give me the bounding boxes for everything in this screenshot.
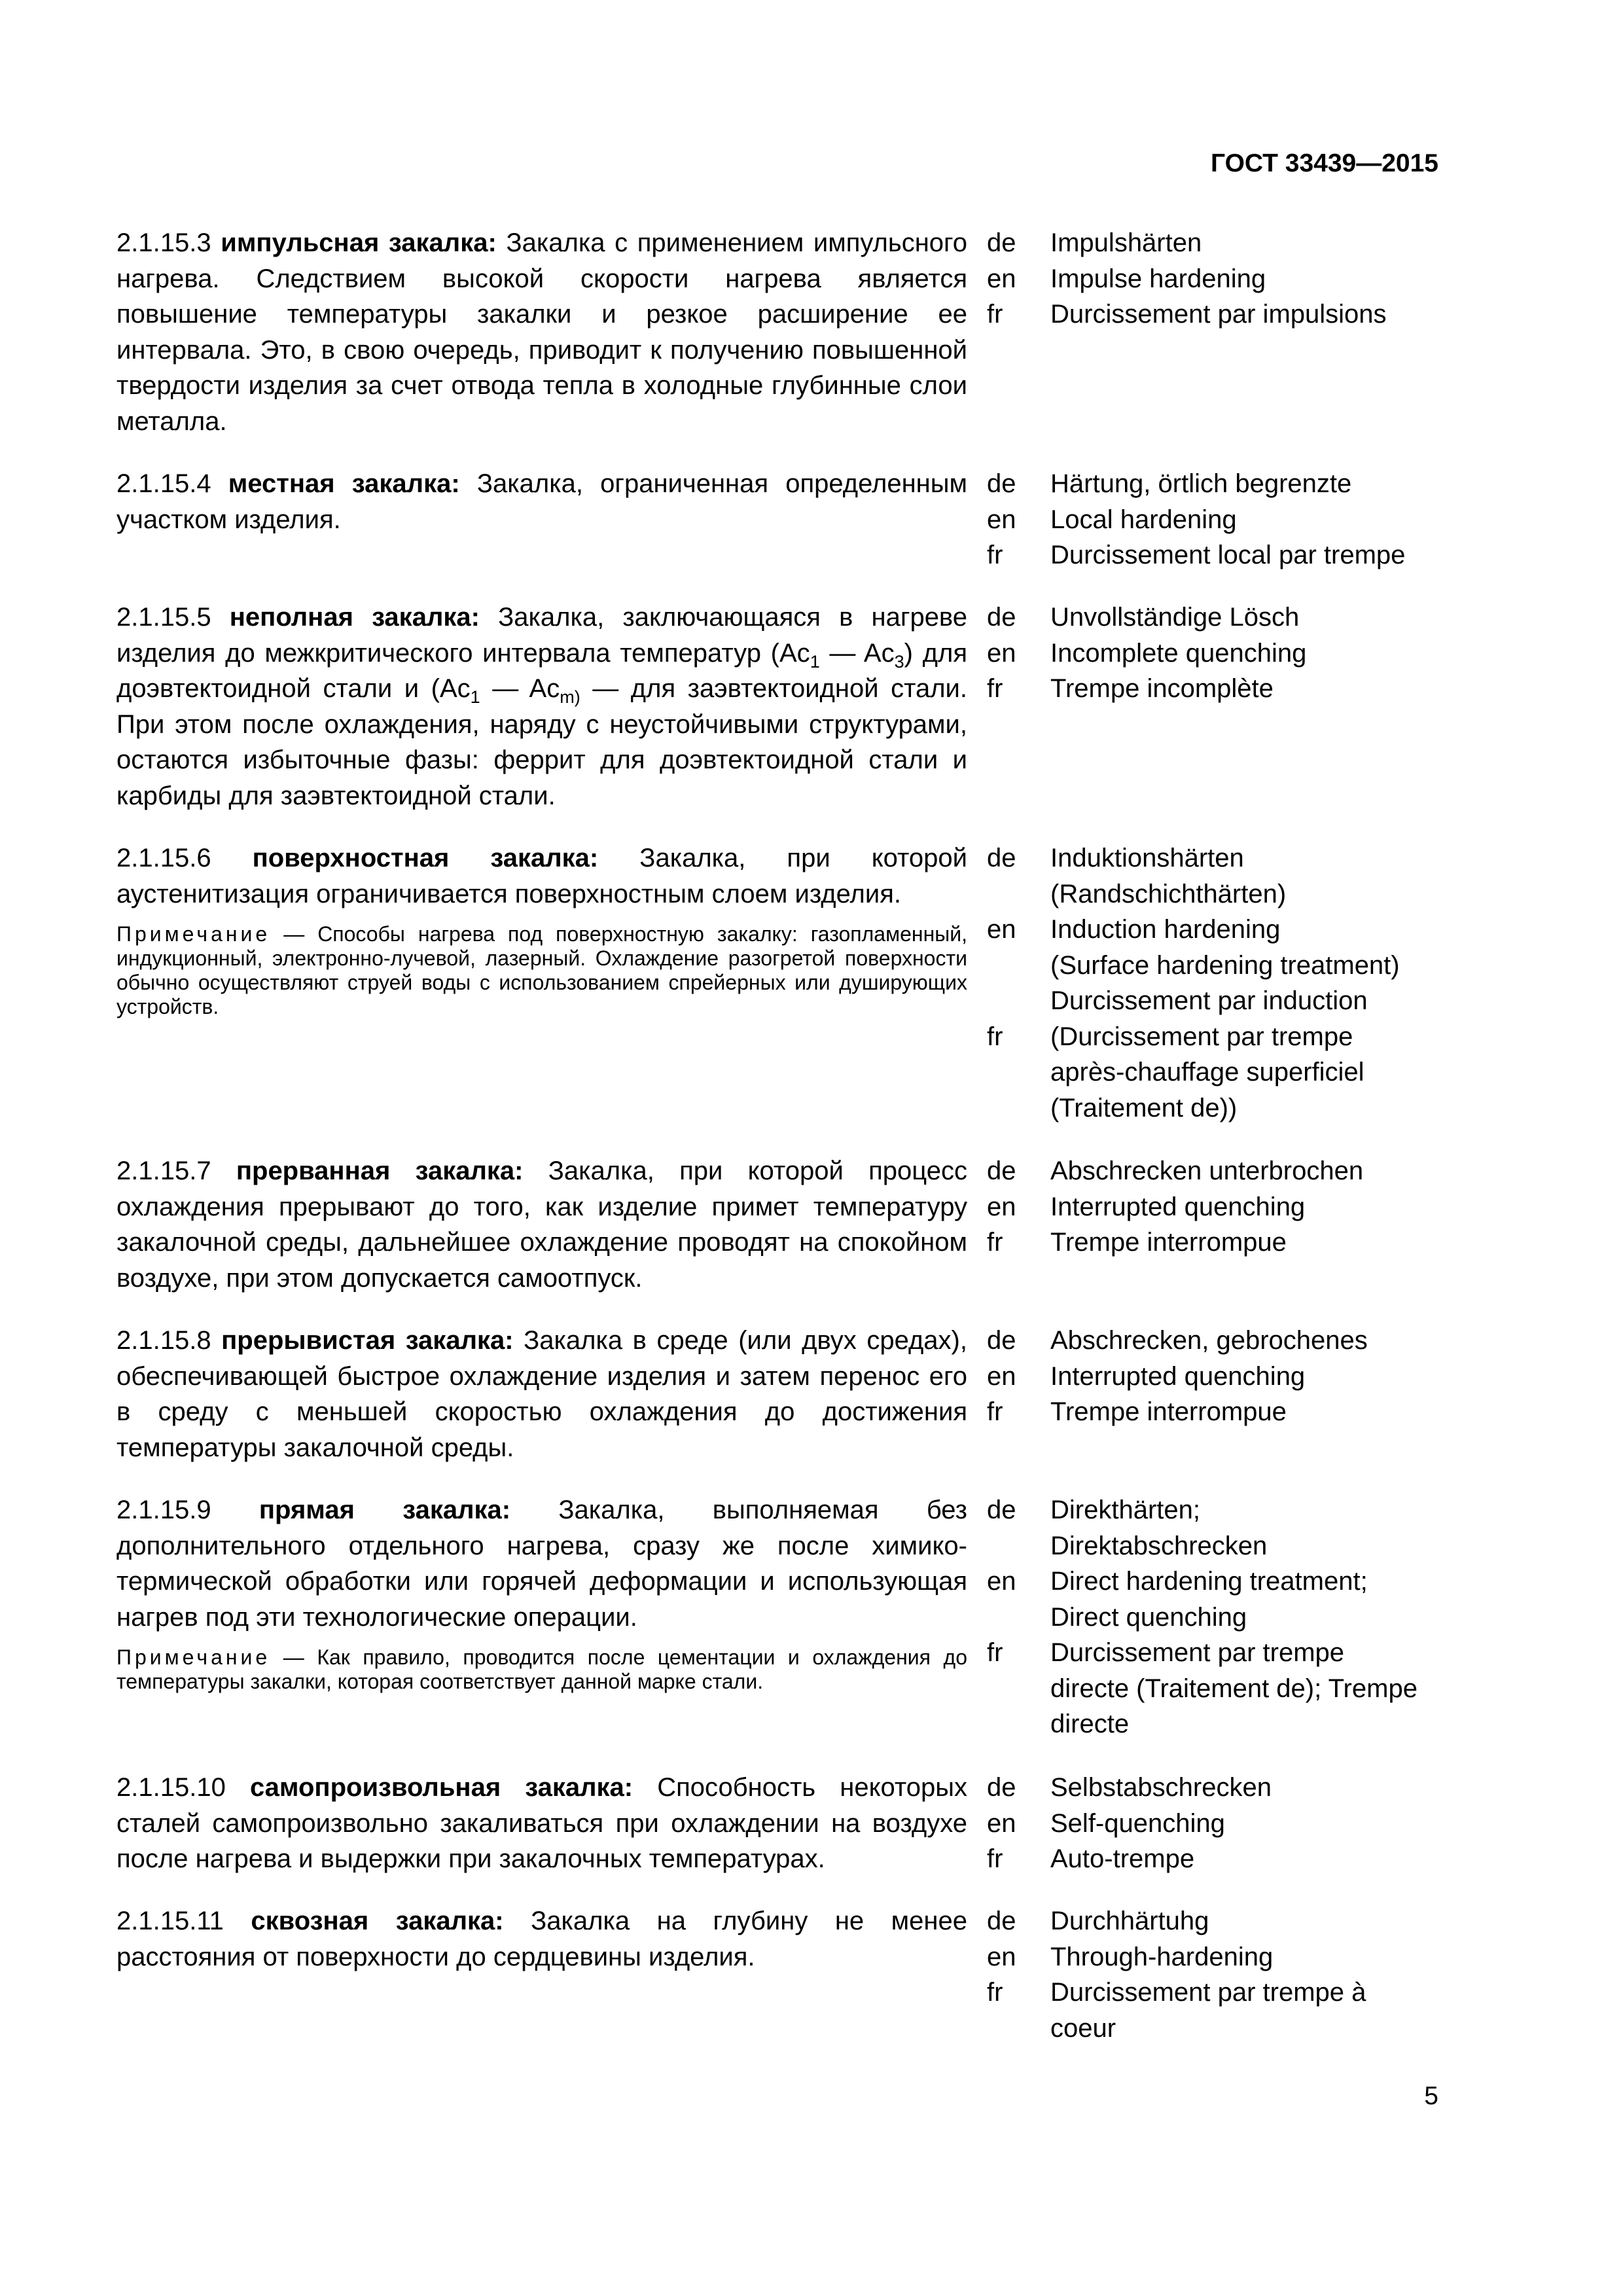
lang-code: de	[987, 1907, 1016, 1935]
definition	[116, 1492, 967, 1694]
lang-row	[987, 912, 1445, 1019]
foreign-equivalents	[987, 225, 1445, 332]
term-name: самопроизвольная закалка:	[249, 1773, 633, 1802]
lang-term: Durcissement par trempe directe (Traitement de); Trempe directe	[1050, 1638, 1418, 1738]
lang-code: fr	[987, 1228, 1003, 1257]
term-name: прямая закалка:	[259, 1496, 511, 1524]
definition-text: Закалка, ограниченная определенным участком изделия.	[116, 469, 967, 534]
page-number: 5	[1424, 2082, 1438, 2110]
document-id: ГОСТ 33439—2015	[1211, 149, 1438, 177]
lang-term: Auto-trempe	[1050, 1844, 1195, 1873]
definition	[116, 840, 967, 1019]
foreign-equivalents	[987, 840, 1445, 1126]
lang-code: en	[987, 1567, 1016, 1596]
term-number: 2.1.15.8	[116, 1326, 211, 1355]
lang-term: Trempe incomplète	[1050, 674, 1274, 703]
lang-code: de	[987, 1157, 1016, 1185]
lang-code: en	[987, 1361, 1016, 1391]
definition-text: Закалка в среде (или двух средах), обеспечивающей быстрое охлаждение изделия и затем перенос его в среду с меньшей скоростью охлаждения до достижения температуры закалочной среды.	[116, 1326, 967, 1462]
lang-term: (Durcissement par trempe après-chauffage superficiel (Traitement de))	[1050, 1022, 1364, 1122]
lang-row	[987, 600, 1445, 636]
term-number: 2.1.15.4	[116, 469, 211, 498]
lang-row	[987, 1492, 1445, 1564]
definition	[116, 1770, 967, 1877]
lang-term: Interrupted quenching	[1050, 1361, 1306, 1391]
lang-term: Durchhärtuhg	[1050, 1907, 1209, 1935]
lang-term: Impulse hardening	[1050, 264, 1266, 293]
term-number: 2.1.15.3	[116, 228, 211, 257]
term-name: прерванная закалка:	[236, 1157, 524, 1185]
definition-text: Способность некоторых сталей самопроизвольно закаливаться при охлаждении на воздухе после нагрева и выдержки при закалочных температурах.	[116, 1773, 967, 1873]
lang-code: fr	[987, 1022, 1003, 1051]
lang-term: Abschrecken unterbrochen	[1050, 1157, 1364, 1185]
foreign-equivalents	[987, 1323, 1445, 1430]
lang-term: Direct hardening treatment; Direct quenching	[1050, 1567, 1368, 1632]
lang-term: Local hardening	[1050, 505, 1237, 534]
term-name: поверхностная закалка:	[252, 844, 599, 872]
lang-code: en	[987, 505, 1016, 534]
lang-term: Trempe interrompue	[1050, 1397, 1287, 1426]
foreign-equivalents	[987, 1770, 1445, 1877]
lang-row	[987, 1019, 1445, 1126]
foreign-equivalents	[987, 600, 1445, 707]
note	[116, 1645, 967, 1694]
term-number: 2.1.15.7	[116, 1157, 211, 1185]
lang-row	[987, 1153, 1445, 1189]
definition	[116, 225, 967, 439]
definition	[116, 1323, 967, 1465]
lang-term: Durcissement par impulsions	[1050, 300, 1387, 329]
lang-row	[987, 1770, 1445, 1806]
lang-row	[987, 1564, 1445, 1635]
lang-code: en	[987, 264, 1016, 293]
lang-code: en	[987, 915, 1016, 944]
lang-code: fr	[987, 541, 1003, 569]
note-text: — Как правило, проводится после цементации и охлаждения до температуры закалки, которая соответствует данной марке стали.	[116, 1645, 967, 1693]
definition-text: Закалка, выполняемая без дополнительного отдельного нагрева, сразу же после химико-термической обработки или горячей деформации и использующая нагрев под эти технологические операции.	[116, 1496, 967, 1632]
term-name: местная закалка:	[228, 469, 460, 498]
lang-row	[987, 466, 1445, 502]
lang-row	[987, 537, 1445, 573]
lang-row	[987, 1903, 1445, 1939]
lang-term: Abschrecken, gebrochenes	[1050, 1326, 1368, 1355]
lang-row	[987, 1806, 1445, 1842]
lang-code: de	[987, 844, 1016, 872]
lang-term: Härtung, örtlich begrenzte	[1050, 469, 1352, 498]
lang-code: de	[987, 1773, 1016, 1802]
lang-code: fr	[987, 1397, 1003, 1426]
lang-code: fr	[987, 674, 1003, 703]
note-label: Примечание	[116, 922, 271, 946]
lang-code: de	[987, 1496, 1016, 1524]
lang-term: Self-quenching	[1050, 1808, 1225, 1838]
lang-term: Trempe interrompue	[1050, 1228, 1287, 1257]
lang-term: Induction hardening (Surface hardening treatment) Durcissement par induction	[1050, 915, 1400, 1015]
lang-row	[987, 296, 1445, 332]
lang-row	[987, 261, 1445, 297]
lang-code: fr	[987, 300, 1003, 329]
term-name: сквозная закалка:	[251, 1907, 504, 1935]
foreign-equivalents	[987, 1492, 1445, 1742]
definition-text: Закалка на глубину не менее расстояния от поверхности до сердцевины изделия.	[116, 1907, 967, 1971]
foreign-equivalents	[987, 1153, 1445, 1261]
lang-row	[987, 1359, 1445, 1395]
lang-term: Direkthärten; Direktabschrecken	[1050, 1496, 1268, 1560]
lang-row	[987, 1323, 1445, 1359]
note-text: — Способы нагрева под поверхностную закалку: газопламенный, индукционный, электронно-лучевой, лазерный. Охлаждение разогретой поверхности обычно осуществляют струей воды с использованием спрейерных или душирующих устройств.	[116, 922, 967, 1018]
note-label: Примечание	[116, 1645, 271, 1669]
lang-row	[987, 225, 1445, 261]
lang-row	[987, 1189, 1445, 1225]
term-number: 2.1.15.6	[116, 844, 211, 872]
lang-row	[987, 1939, 1445, 1975]
lang-term: Incomplete quenching	[1050, 638, 1307, 668]
foreign-equivalents	[987, 466, 1445, 573]
lang-row	[987, 1394, 1445, 1430]
term-name: импульсная закалка:	[221, 228, 497, 257]
term-number: 2.1.15.9	[116, 1496, 211, 1524]
lang-code: en	[987, 1192, 1016, 1221]
foreign-equivalents	[987, 1903, 1445, 2046]
lang-code: de	[987, 469, 1016, 498]
definition-text: Закалка с применением импульсного нагрева. Следствием высокой скорости нагрева является повышение температуры закалки и резкое расширение ее интервала. Это, в свою очередь, приводит к получению повышенной твердости изделия за счет отвода тепла в холодные глубинные слои металла.	[116, 228, 967, 436]
lang-row	[987, 1975, 1445, 2046]
lang-term: Durcissement local par trempe	[1050, 541, 1406, 569]
definition-text: Закалка, при которой аустенитизация ограничивается поверхностным слоем изделия.	[116, 844, 967, 908]
lang-code: fr	[987, 1844, 1003, 1873]
lang-code: de	[987, 1326, 1016, 1355]
lang-term: Selbstabschrecken	[1050, 1773, 1272, 1802]
lang-code: de	[987, 603, 1016, 632]
lang-row	[987, 1635, 1445, 1742]
definition	[116, 600, 967, 814]
note	[116, 922, 967, 1019]
definition-text: Закалка, при которой процесс охлаждения прерывают до того, как изделие примет температуру закалочной среды, дальнейшее охлаждение проводят на спокойном воздухе, при этом допускается самоотпуск.	[116, 1157, 967, 1293]
term-name: неполная закалка:	[229, 603, 480, 632]
lang-term: Durcissement par trempe à coeur	[1050, 1978, 1366, 2043]
term-name: прерывистая закалка:	[221, 1326, 514, 1355]
lang-code: en	[987, 638, 1016, 668]
term-number: 2.1.15.11	[116, 1907, 224, 1935]
lang-code: en	[987, 1808, 1016, 1838]
lang-code: fr	[987, 1978, 1003, 2007]
lang-row	[987, 840, 1445, 912]
definition	[116, 1903, 967, 1975]
lang-term: Impulshärten	[1050, 228, 1202, 257]
lang-term: Interrupted quenching	[1050, 1192, 1306, 1221]
definition	[116, 1153, 967, 1296]
lang-code: fr	[987, 1638, 1003, 1667]
lang-term: Induktionshärten (Randschichthärten)	[1050, 844, 1287, 908]
lang-row	[987, 636, 1445, 672]
definition	[116, 466, 967, 537]
lang-code: en	[987, 1942, 1016, 1971]
lang-row	[987, 671, 1445, 707]
lang-term: Unvollständige Lösch	[1050, 603, 1300, 632]
lang-code: de	[987, 228, 1016, 257]
term-number: 2.1.15.10	[116, 1773, 226, 1802]
term-number: 2.1.15.5	[116, 603, 211, 632]
lang-row	[987, 502, 1445, 538]
lang-term: Through-hardening	[1050, 1942, 1274, 1971]
lang-row	[987, 1225, 1445, 1261]
definition-text: Закалка, заключающаяся в нагреве изделия до межкритического интервала температур ($Ac_1$ — $Ac_3$) для доэвтектоидной стали и ($Ac_1$ — $Ac_{m)}$ — для заэвтектоидной стали. При этом после охлаждения, наряду с неустойчивыми структурами, остаются избыточные фазы: феррит для доэвтектоидной стали и карбиды для заэвтектоидной стали.	[116, 603, 968, 810]
lang-row	[987, 1841, 1445, 1877]
